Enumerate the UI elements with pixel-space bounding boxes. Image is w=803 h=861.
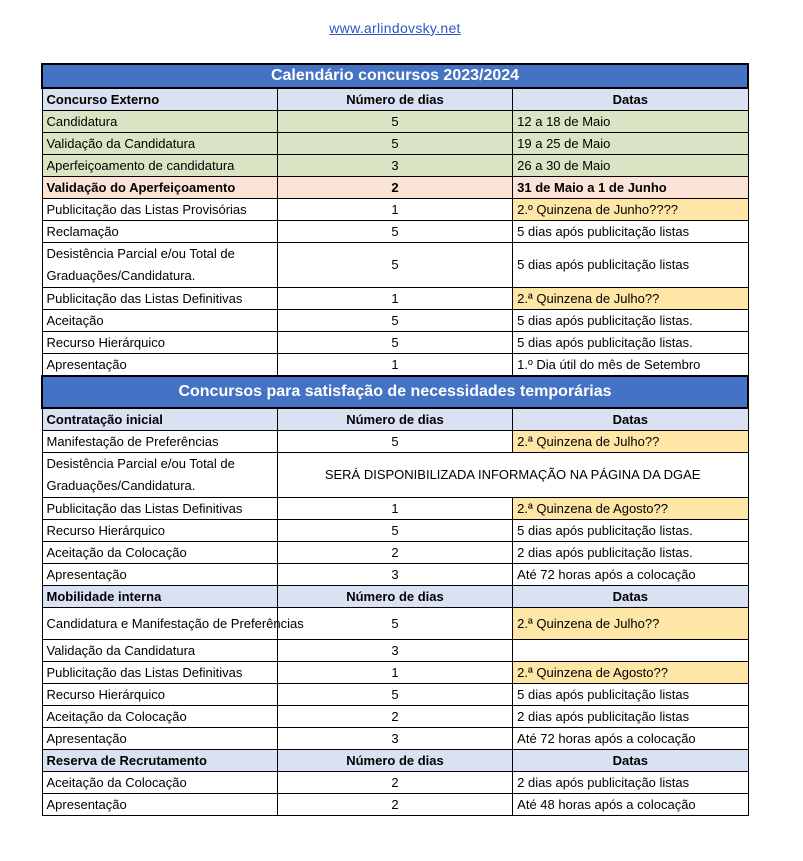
dates-cell: 5 dias após publicitação listas. <box>513 332 748 354</box>
days-cell: 5 <box>277 221 512 243</box>
activity-cell: Candidatura <box>42 111 277 133</box>
days-cell: 5 <box>277 684 512 706</box>
section-title: Concursos para satisfação de necessidades temporárias <box>42 376 748 408</box>
activity-cell: Validação do Aperfeiçoamento <box>42 177 277 199</box>
table-row <box>42 199 748 221</box>
header-dates-cell: Datas <box>513 88 748 111</box>
header-activity-cell: Contratação inicial <box>42 408 277 431</box>
days-cell: 1 <box>277 662 512 684</box>
days-cell: 5 <box>277 332 512 354</box>
dates-cell: 2.º Quinzena de Junho???? <box>513 199 748 221</box>
activity-cell: Aceitação da Colocação <box>42 542 277 564</box>
activity-cell: Recurso Hierárquico <box>42 684 277 706</box>
header-dates-cell: Datas <box>513 586 748 608</box>
header-days-cell: Número de dias <box>277 88 512 111</box>
activity-cell: Apresentação <box>42 794 277 816</box>
column-header-row <box>42 88 748 111</box>
table-row <box>42 288 748 310</box>
table-row <box>42 498 748 520</box>
table-row <box>42 243 748 288</box>
column-header-row <box>42 750 748 772</box>
dates-cell: 2.ª Quinzena de Julho?? <box>513 608 748 640</box>
dates-cell: 26 a 30 de Maio <box>513 155 748 177</box>
days-cell: 2 <box>277 542 512 564</box>
calendar-table-body <box>42 64 748 816</box>
dates-cell: 5 dias após publicitação listas <box>513 243 748 288</box>
table-row <box>42 564 748 586</box>
days-cell: 2 <box>277 706 512 728</box>
dates-cell: Até 72 horas após a colocação <box>513 728 748 750</box>
table-row <box>42 310 748 332</box>
activity-cell: Desistência Parcial e/ou Total de Graduações/Candidatura. <box>42 243 277 288</box>
table-row <box>42 354 748 377</box>
days-cell: 2 <box>277 794 512 816</box>
header-days-cell: Número de dias <box>277 586 512 608</box>
table-row <box>42 640 748 662</box>
activity-cell: Publicitação das Listas Provisórias <box>42 199 277 221</box>
dates-cell: 5 dias após publicitação listas. <box>513 310 748 332</box>
table-row <box>42 133 748 155</box>
dates-cell: 2 dias após publicitação listas. <box>513 542 748 564</box>
activity-cell: Manifestação de Preferências <box>42 431 277 453</box>
header-activity-cell: Reserva de Recrutamento <box>42 750 277 772</box>
table-row <box>42 542 748 564</box>
dates-cell: 1.º Dia útil do mês de Setembro <box>513 354 748 377</box>
days-cell: 1 <box>277 498 512 520</box>
dates-cell: 2 dias após publicitação listas <box>513 706 748 728</box>
dates-cell: 12 a 18 de Maio <box>513 111 748 133</box>
column-header-row <box>42 408 748 431</box>
activity-cell: Candidatura e Manifestação de Preferências <box>42 608 277 640</box>
table-row <box>42 662 748 684</box>
calendar-table <box>41 63 749 816</box>
table-row <box>42 431 748 453</box>
table-row <box>42 520 748 542</box>
table-row <box>42 111 748 133</box>
header-dates-cell: Datas <box>513 408 748 431</box>
activity-cell: Recurso Hierárquico <box>42 520 277 542</box>
activity-cell: Publicitação das Listas Definitivas <box>42 498 277 520</box>
dates-cell: Até 48 horas após a colocação <box>513 794 748 816</box>
days-cell: 5 <box>277 133 512 155</box>
activity-cell: Publicitação das Listas Definitivas <box>42 662 277 684</box>
days-cell: 5 <box>277 520 512 542</box>
column-header-row <box>42 586 748 608</box>
days-cell: 2 <box>277 772 512 794</box>
table-row <box>42 177 748 199</box>
dates-cell: 19 a 25 de Maio <box>513 133 748 155</box>
days-cell: 3 <box>277 640 512 662</box>
activity-cell: Aceitação da Colocação <box>42 772 277 794</box>
table-row <box>42 608 748 640</box>
header-dates-cell: Datas <box>513 750 748 772</box>
header-activity-cell: Mobilidade interna <box>42 586 277 608</box>
dates-cell: Até 72 horas após a colocação <box>513 564 748 586</box>
section-title-row <box>42 64 748 88</box>
table-row <box>42 706 748 728</box>
dates-cell: 2.ª Quinzena de Julho?? <box>513 288 748 310</box>
days-cell: 3 <box>277 155 512 177</box>
dates-cell: 5 dias após publicitação listas <box>513 221 748 243</box>
header-activity-cell: Concurso Externo <box>42 88 277 111</box>
table-row <box>42 332 748 354</box>
activity-cell: Aperfeiçoamento de candidatura <box>42 155 277 177</box>
activity-cell: Apresentação <box>42 354 277 377</box>
dates-cell: 5 dias após publicitação listas <box>513 684 748 706</box>
activity-cell: Reclamação <box>42 221 277 243</box>
days-cell: 3 <box>277 564 512 586</box>
table-row <box>42 155 748 177</box>
days-cell: 3 <box>277 728 512 750</box>
activity-cell: Aceitação da Colocação <box>42 706 277 728</box>
section-title: Calendário concursos 2023/2024 <box>42 64 748 88</box>
dates-cell: 2 dias após publicitação listas <box>513 772 748 794</box>
table-row <box>42 794 748 816</box>
header-days-cell: Número de dias <box>277 750 512 772</box>
days-cell: 5 <box>277 608 512 640</box>
table-row <box>42 453 748 498</box>
dates-cell <box>513 640 748 662</box>
days-cell: 5 <box>277 431 512 453</box>
table-row <box>42 772 748 794</box>
website-link[interactable]: www.arlindovsky.net <box>329 20 461 36</box>
section-title-row <box>42 376 748 408</box>
dates-cell: 5 dias após publicitação listas. <box>513 520 748 542</box>
table-row <box>42 728 748 750</box>
table-row <box>42 221 748 243</box>
activity-cell: Recurso Hierárquico <box>42 332 277 354</box>
days-cell: 5 <box>277 111 512 133</box>
header-days-cell: Número de dias <box>277 408 512 431</box>
merged-info-cell: SERÁ DISPONIBILIZADA INFORMAÇÃO NA PÁGINA DA DGAE <box>277 453 748 498</box>
days-cell: 2 <box>277 177 512 199</box>
dates-cell: 2.ª Quinzena de Agosto?? <box>513 662 748 684</box>
days-cell: 1 <box>277 288 512 310</box>
days-cell: 1 <box>277 354 512 377</box>
activity-cell: Validação da Candidatura <box>42 133 277 155</box>
dates-cell: 31 de Maio a 1 de Junho <box>513 177 748 199</box>
dates-cell: 2.ª Quinzena de Agosto?? <box>513 498 748 520</box>
table-row <box>42 684 748 706</box>
activity-cell: Apresentação <box>42 564 277 586</box>
days-cell: 5 <box>277 310 512 332</box>
days-cell: 5 <box>277 243 512 288</box>
dates-cell: 2.ª Quinzena de Julho?? <box>513 431 748 453</box>
activity-cell: Desistência Parcial e/ou Total de Graduações/Candidatura. <box>42 453 277 498</box>
activity-cell: Publicitação das Listas Definitivas <box>42 288 277 310</box>
activity-cell: Validação da Candidatura <box>42 640 277 662</box>
activity-cell: Aceitação <box>42 310 277 332</box>
activity-cell: Apresentação <box>42 728 277 750</box>
days-cell: 1 <box>277 199 512 221</box>
